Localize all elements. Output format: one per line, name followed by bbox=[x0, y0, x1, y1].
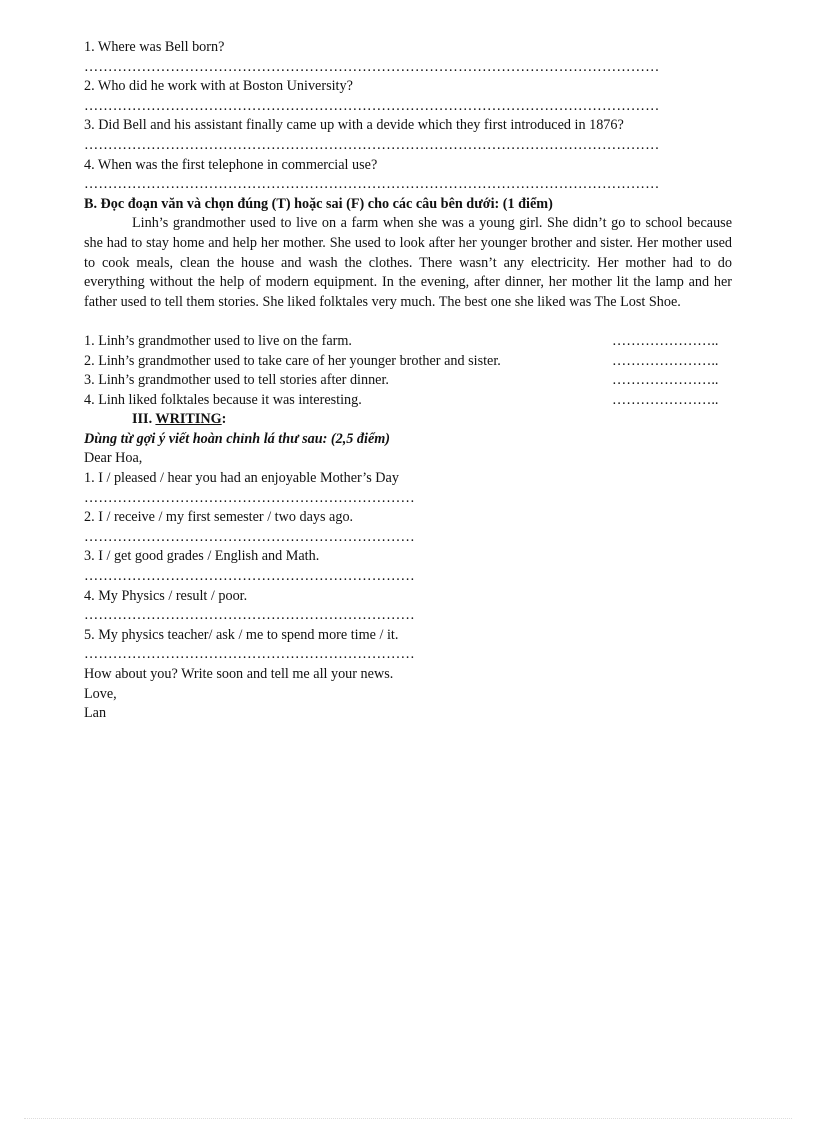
writing-instruction: Dùng từ gợi ý viết hoàn chỉnh lá thư sau: (2,5 điểm) bbox=[84, 430, 391, 447]
letter-signoff: Love, bbox=[84, 685, 117, 702]
prompt-1: 1. I / pleased / hear you had an enjoyable Mother’s Day bbox=[84, 470, 399, 487]
letter-closing: How about you? Write soon and tell me all your news. bbox=[84, 666, 394, 682]
prompt-answer-line-4: …………………………………………………………… bbox=[84, 607, 415, 624]
tf-statement: 4. Linh liked folktales because it was interesting. bbox=[84, 391, 362, 408]
question-4: 4. When was the first telephone in commercial use? bbox=[84, 156, 378, 173]
prompt-2: 2. I / receive / my first semester / two days ago. bbox=[84, 509, 354, 526]
page-bottom-divider bbox=[24, 1118, 792, 1119]
answer-line-3: ………………………………………………………………………………………………………… bbox=[84, 136, 660, 153]
writing-prompts bbox=[84, 469, 744, 665]
letter-greeting: Dear Hoa, bbox=[84, 450, 143, 467]
prompt-4: 4. My Physics / result / poor. bbox=[84, 587, 248, 604]
question-list bbox=[84, 38, 744, 195]
writing-colon: : bbox=[221, 411, 227, 428]
spacer bbox=[84, 312, 744, 332]
writing-title: WRITING bbox=[155, 411, 222, 428]
answer-line-1: ………………………………………………………………………………………………………… bbox=[84, 58, 660, 75]
tf-statement: 2. Linh’s grandmother used to take care of her younger brother and sister. bbox=[84, 352, 501, 369]
true-false-list bbox=[84, 332, 744, 410]
answer-line-4: ………………………………………………………………………………………………………… bbox=[84, 176, 660, 193]
prompt-answer-line-1: …………………………………………………………… bbox=[84, 489, 415, 506]
answer-line-2: ………………………………………………………………………………………………………… bbox=[84, 97, 660, 114]
prompt-3: 3. I / get good grades / English and Math. bbox=[84, 548, 320, 565]
tf-item-3 bbox=[84, 371, 732, 391]
tf-item-1 bbox=[84, 332, 732, 352]
question-3: 3. Did Bell and his assistant finally came up with a devide which they first introduced in 1876? bbox=[84, 117, 624, 134]
worksheet-page bbox=[84, 38, 744, 724]
tf-answer-blank: ………………….. bbox=[612, 391, 719, 408]
tf-answer-blank: ………………….. bbox=[612, 352, 719, 369]
prompt-answer-line-3: …………………………………………………………… bbox=[84, 568, 415, 585]
prompt-answer-line-5: …………………………………………………………… bbox=[84, 646, 415, 663]
prompt-answer-line-2: …………………………………………………………… bbox=[84, 528, 415, 545]
writing-number: III. bbox=[132, 411, 153, 428]
prompt-5: 5. My physics teacher/ ask / me to spend more time / it. bbox=[84, 626, 399, 643]
tf-item-2 bbox=[84, 352, 732, 372]
tf-answer-blank: ………………….. bbox=[612, 332, 719, 349]
tf-answer-blank: ………………….. bbox=[612, 372, 719, 389]
letter-signature: Lan bbox=[84, 705, 107, 722]
question-2: 2. Who did he work with at Boston University? bbox=[84, 78, 353, 95]
section-b-title: B. Đọc đoạn văn và chọn đúng (T) hoặc sai (F) cho các câu bên dưới: (1 điểm) bbox=[84, 195, 553, 212]
reading-passage: Linh’s grandmother used to live on a farm when she was a young girl. She didn’t go to school because she had to stay home and help her mother. She used to look after her younger brother and sister. Her mother used to cook meals, clean the house and wash the clothes. There wasn’t any electricity. Her mother had to do everything without the help of modern equipment. In the evening, after dinner, her mother lit the lamp and her father used to tell them stories. She liked folktales very much. The best one she liked was The Lost Shoe. bbox=[84, 215, 732, 310]
tf-item-4 bbox=[84, 391, 732, 411]
tf-statement: 3. Linh’s grandmother used to tell stories after dinner. bbox=[84, 372, 389, 389]
tf-statement: 1. Linh’s grandmother used to live on the farm. bbox=[84, 332, 352, 349]
question-1: 1. Where was Bell born? bbox=[84, 39, 225, 55]
writing-heading bbox=[84, 410, 744, 430]
